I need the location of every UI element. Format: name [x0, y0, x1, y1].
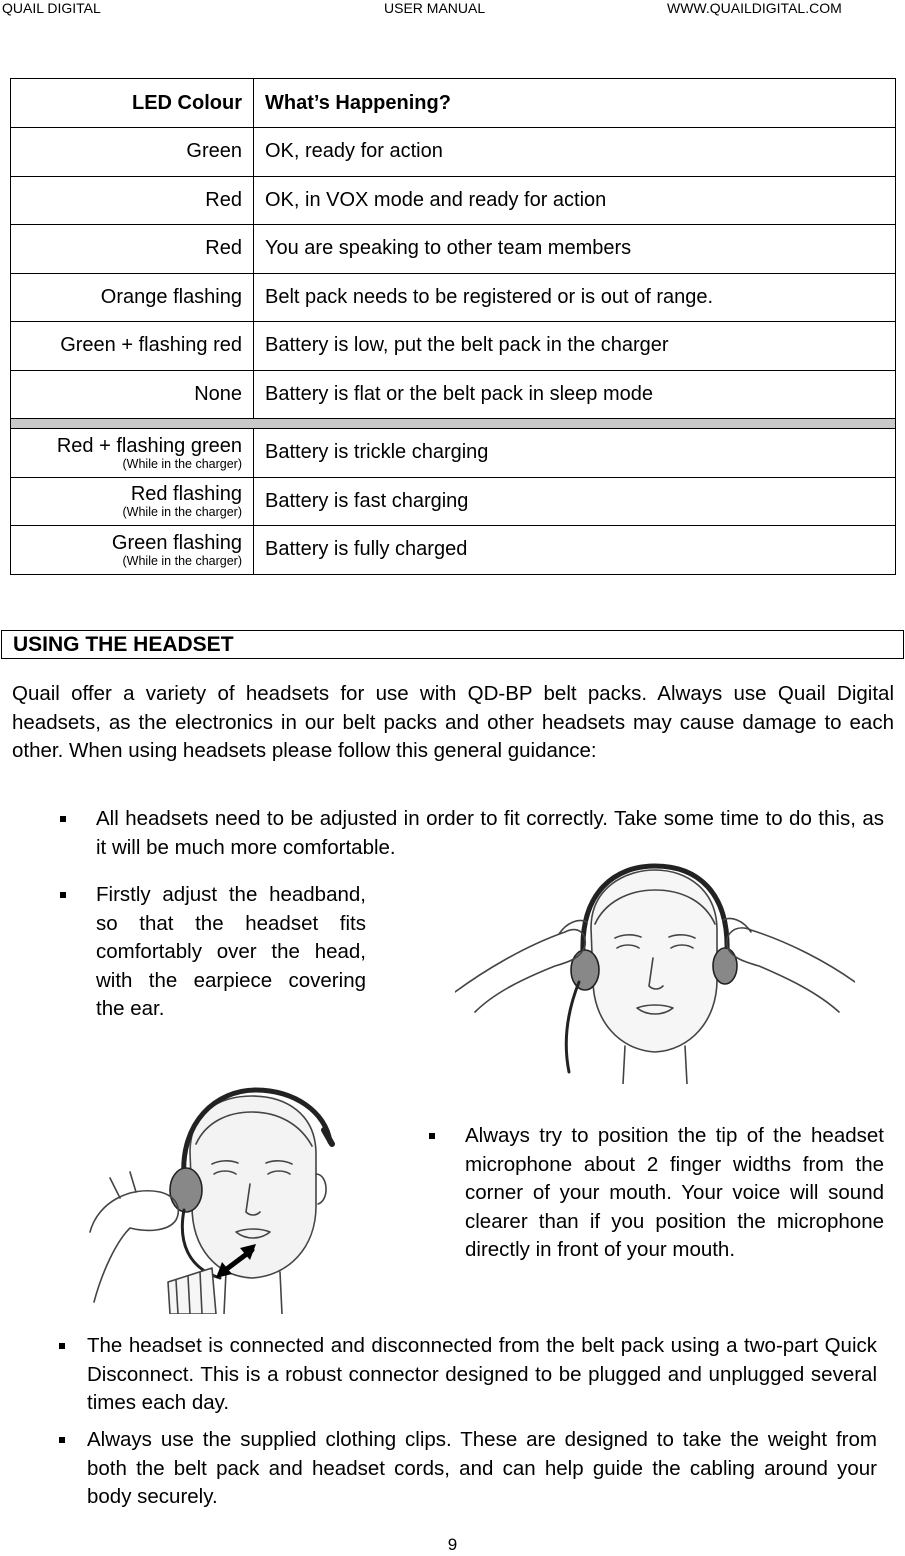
led-colour-cell: Red [11, 225, 254, 274]
led-colour-label: Red + flashing green [56, 434, 242, 457]
charger-note: (While in the charger) [122, 456, 242, 471]
bullet-text: Always use the supplied clothing clips. These are designed to take the weight from both the belt pack and headset cords, and can help guide the cabling around your body securely. [87, 1428, 877, 1508]
led-colour-cell [11, 477, 254, 526]
bullet-marker [60, 892, 66, 898]
header-company: QUAIL DIGITAL [2, 0, 101, 16]
led-meaning-cell: Battery is low, put the belt pack in the charger [254, 322, 896, 371]
bullet-quick-disconnect [87, 1332, 877, 1418]
header-website: WWW.QUAILDIGITAL.COM [667, 0, 842, 16]
bullet-microphone [465, 1122, 884, 1265]
headband-adjust-illustration [455, 862, 855, 1084]
led-meaning-cell: Battery is fully charged [254, 526, 896, 575]
bullet-text: Firstly adjust the headband, so that the headset fits comfortably over the head, with the earpiece covering the ear. [96, 883, 366, 1020]
led-meaning-cell: Battery is fast charging [254, 477, 896, 526]
bullet-text: The headset is connected and disconnected from the belt pack using a two-part Quick Disconnect. This is a robust connector designed to be plugged and unplugged several times each day. [87, 1334, 877, 1414]
header-title: USER MANUAL [384, 0, 486, 16]
section-heading: USING THE HEADSET [1, 630, 904, 659]
led-meaning-cell: OK, in VOX mode and ready for action [254, 176, 896, 225]
bullet-headband [96, 881, 366, 1024]
separator-cell [11, 419, 896, 429]
led-colour-cell [11, 526, 254, 575]
led-colour-label: Red flashing [130, 483, 242, 506]
table-row [11, 322, 896, 371]
table-row [11, 477, 896, 526]
table-row [11, 273, 896, 322]
led-colour-cell: Red [11, 176, 254, 225]
led-colour-cell: Green [11, 128, 254, 177]
intro-paragraph: Quail offer a variety of headsets for use with QD-BP belt packs. Always use Quail Digital headsets, as the electronics in our belt packs and other headsets may cause damage to each other. When using headsets please follow this general guidance: [12, 682, 894, 762]
bullet-marker [429, 1133, 435, 1139]
led-colour-table [10, 78, 896, 575]
led-meaning-cell: Battery is trickle charging [254, 429, 896, 478]
charger-note: (While in the charger) [122, 505, 242, 520]
table-separator-row [11, 419, 896, 429]
microphone-position-illustration [80, 1082, 350, 1314]
charger-note: (While in the charger) [122, 553, 242, 568]
led-colour-cell [11, 429, 254, 478]
page-number: 9 [447, 1535, 458, 1554]
column-header-led-colour: LED Colour [11, 79, 254, 128]
bullet-clothing-clips [87, 1426, 877, 1512]
led-meaning-cell: You are speaking to other team members [254, 225, 896, 274]
bullet-marker [60, 816, 66, 822]
table-row [11, 128, 896, 177]
led-colour-cell: Green + flashing red [11, 322, 254, 371]
bullet-marker [59, 1343, 65, 1349]
table-header-row [11, 79, 896, 128]
bullet-text: Always try to position the tip of the headset microphone about 2 finger widths from the corner of your mouth. Your voice will sound clearer than if you position the microphone directly in front of your mouth. [465, 1124, 884, 1261]
bullet-text: All headsets need to be adjusted in order to fit correctly. Take some time to do this, as it will be much more comfortable. [96, 807, 884, 859]
bullet-marker [59, 1437, 65, 1443]
bullet-adjust [96, 805, 884, 862]
table-row [11, 176, 896, 225]
table-row [11, 526, 896, 575]
column-header-whats-happening: What’s Happening? [254, 79, 896, 128]
table-row [11, 370, 896, 419]
led-meaning-cell: Belt pack needs to be registered or is out of range. [254, 273, 896, 322]
led-meaning-cell: Battery is flat or the belt pack in sleep mode [254, 370, 896, 419]
table-row [11, 429, 896, 478]
table-row [11, 225, 896, 274]
led-colour-label: Green flashing [111, 531, 242, 554]
led-colour-cell: None [11, 370, 254, 419]
led-colour-cell: Orange flashing [11, 273, 254, 322]
led-meaning-cell: OK, ready for action [254, 128, 896, 177]
